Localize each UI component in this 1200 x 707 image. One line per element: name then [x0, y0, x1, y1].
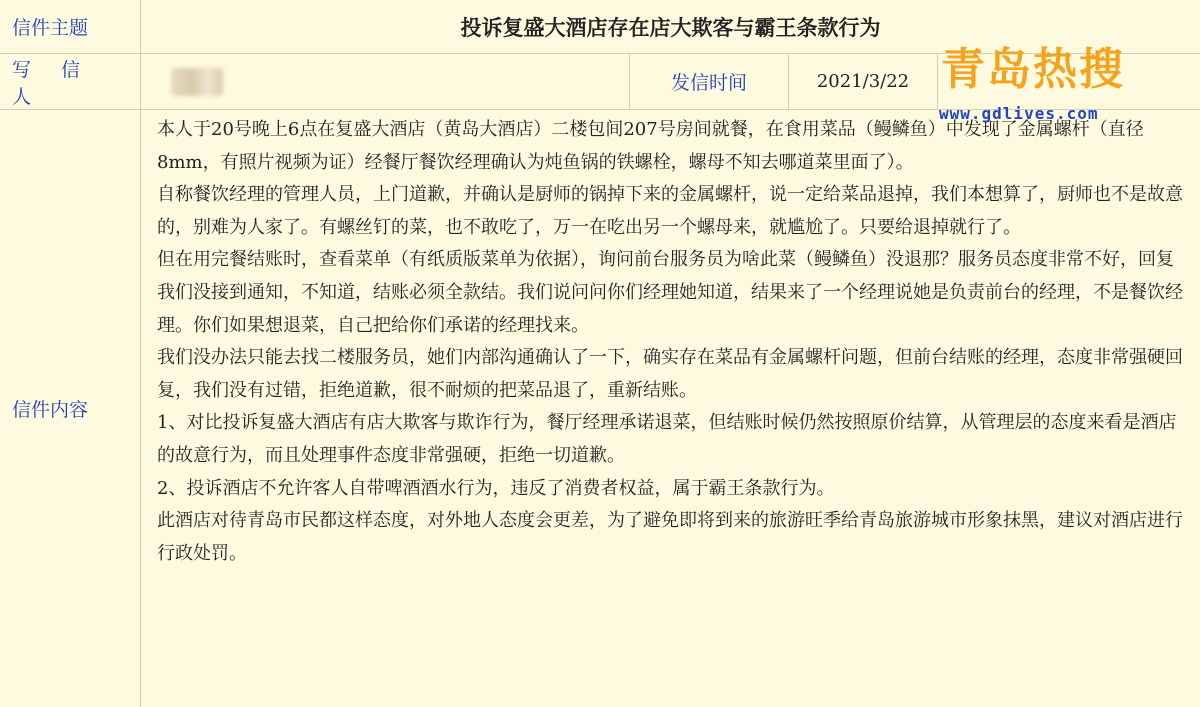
watermark-title: 青岛热搜 — [941, 44, 1125, 95]
body-paragraph: 本人于20号晚上6点在复盛大酒店（黄岛大酒店）二楼包间207号房间就餐，在食用菜品（鳗鳞鱼）中发现了金属螺杆（直径8mm，有照片视频为证）经餐厅餐饮经理确认为炖鱼锅的铁螺栓，螺母不知去哪道菜里面了）。 — [157, 119, 1144, 173]
send-time-label: 发信时间 — [670, 72, 747, 94]
send-time-value: 2021/3/22 — [816, 71, 910, 92]
meta-row — [0, 54, 1200, 110]
letter-subject: 投诉复盛大酒店存在店大欺客与霸王条款行为 — [460, 14, 881, 40]
body-paragraph: 但在用完餐结账时，查看菜单（有纸质版菜单为依据），询问前台服务员为啥此菜（鳗鳞鱼）没退那？服务员态度非常不好，回复我们没接到通知，不知道，结账必须全款结。我们说问问你们经理她知道，结果来了一个经理说她是负责前台的经理，不是餐饮经理。你们如果想退菜，自己把给你们承诺的经理找来。 — [157, 249, 1183, 336]
body-paragraph: 自称餐饮经理的管理人员，上门道歉，并确认是厨师的锅掉下来的金属螺杆，说一定给菜品退掉，我们本想算了，厨师也不是故意的，别难为人家了。有螺丝钉的菜，也不敢吃了，万一在吃出另一个螺母来，就尴尬了。只要给退掉就行了。 — [157, 184, 1183, 238]
content-label: 信件内容 — [12, 399, 89, 421]
blurred-sender-name — [171, 68, 223, 96]
subject-label: 信件主题 — [12, 17, 89, 39]
sender-value — [141, 54, 629, 109]
body-paragraph: 2、投诉酒店不允许客人自带啤酒酒水行为，违反了消费者权益，属于霸王条款行为。 — [157, 477, 835, 499]
body-paragraph: 1、对比投诉复盛大酒店有店大欺客与欺诈行为，餐厅经理承诺退菜，但结账时候仍然按照原价结算，从管理层的态度来看是酒店的故意行为，而且处理事件态度非常强硬，拒绝一切道歉。 — [157, 412, 1177, 466]
content-row — [0, 110, 1200, 707]
body-paragraph: 此酒店对待青岛市民都这样态度，对外地人态度会更差，为了避免即将到来的旅游旺季给青岛旅游城市形象抹黑，建议对酒店进行行政处罚。 — [157, 510, 1183, 564]
subject-row — [0, 0, 1200, 54]
letter-body — [141, 110, 1200, 707]
column-divider — [937, 54, 938, 109]
watermark-url: www.gdlives.com — [939, 104, 1099, 123]
sender-label: 写 信 人 — [12, 58, 93, 108]
body-paragraph: 我们没办法只能去找二楼服务员，她们内部沟通确认了一下，确实存在菜品有金属螺杆问题，但前台结账的经理，态度非常强硬回复，我们没有过错，拒绝道歉，很不耐烦的把菜品退了，重新结账。 — [157, 347, 1183, 401]
